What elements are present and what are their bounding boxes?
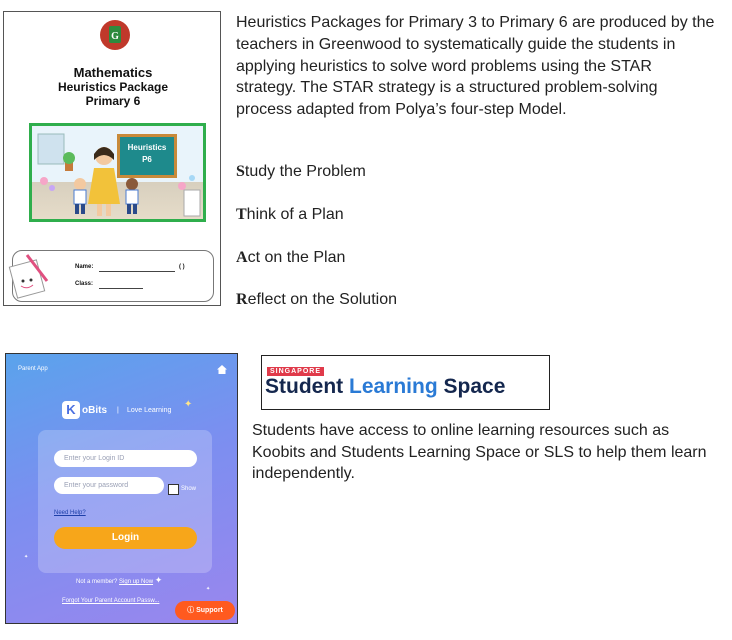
name-label: Name: bbox=[75, 264, 94, 270]
forgot-account-link[interactable]: Forgot Your Parent Account Passw... bbox=[62, 598, 160, 604]
star-decoration-icon: ✦ bbox=[24, 554, 29, 560]
koobits-logo bbox=[62, 401, 202, 421]
cover-level: Primary 6 bbox=[85, 94, 141, 108]
greenwood-logo bbox=[99, 17, 131, 53]
not-member-text: Not a member? bbox=[76, 579, 118, 585]
pencil-notepad-icon bbox=[7, 251, 57, 301]
board-line-1: Heuristics bbox=[127, 143, 167, 152]
app-header-label: Parent App bbox=[18, 366, 48, 372]
name-underline bbox=[99, 271, 175, 272]
online-resources-text: Students have access to online learning resources such as Koobits and Students Learning Space or SLS to help them learn independently. bbox=[252, 422, 707, 482]
sls-word-learning: Learning bbox=[349, 375, 438, 398]
brand-name: oBits bbox=[82, 405, 107, 416]
login-button[interactable]: Login bbox=[54, 527, 197, 549]
student-learning-space-logo bbox=[261, 355, 550, 410]
sparkle-icon: ✦ bbox=[184, 399, 193, 410]
sign-up-link[interactable]: Sign up Now bbox=[119, 579, 154, 585]
help-circle-icon: ⓘ bbox=[187, 607, 195, 614]
heuristics-description: Heuristics Packages for Primary 3 to Primary 6 are produced by the teachers in Greenwood to systematically guide the students in applying heuristics to solve word problems using the STAR strategy. The STAR strategy is a structured problem-solving process adapted from Polya’s four-step Model. bbox=[236, 14, 715, 119]
star-step-reflect bbox=[236, 291, 397, 309]
koobits-k-icon: K bbox=[62, 401, 80, 419]
star-initial: T bbox=[236, 206, 247, 223]
star-rest: ct on the Plan bbox=[247, 249, 346, 266]
need-help-link[interactable]: Need Help? bbox=[54, 510, 86, 516]
sls-word-student: Student bbox=[265, 375, 344, 398]
show-password-checkbox[interactable] bbox=[168, 484, 179, 495]
star-rest: eflect on the Solution bbox=[247, 291, 397, 308]
sls-word-space: Space bbox=[443, 375, 506, 398]
teacher-students-illustration bbox=[32, 126, 203, 219]
name-class-card bbox=[12, 250, 214, 302]
board-line-2: P6 bbox=[142, 155, 152, 164]
star-rest: tudy the Problem bbox=[244, 163, 366, 180]
sls-wordmark bbox=[265, 375, 505, 399]
brand-separator: | bbox=[117, 407, 119, 414]
brand-tagline: Love Learning bbox=[127, 407, 172, 414]
star-step-study bbox=[236, 163, 366, 181]
koobits-parent-app-screenshot bbox=[5, 353, 238, 624]
password-input[interactable]: Enter your password bbox=[54, 477, 164, 494]
cover-subtitle: Heuristics Package bbox=[57, 80, 169, 94]
login-id-input[interactable]: Enter your Login ID bbox=[54, 450, 197, 467]
support-label: Support bbox=[196, 607, 223, 614]
star-decoration-icon: ✦ bbox=[206, 586, 211, 592]
sls-singapore-tag: SINGAPORE bbox=[267, 367, 324, 376]
classroom-illustration bbox=[29, 123, 206, 222]
sparkle-icon: ✦ bbox=[154, 575, 163, 585]
heuristics-book-cover bbox=[3, 11, 221, 306]
signup-prompt bbox=[76, 575, 162, 586]
svg-text:G: G bbox=[111, 31, 119, 42]
cover-title: Mathematics bbox=[73, 65, 153, 80]
index-paren: ( ) bbox=[179, 264, 185, 270]
star-initial: A bbox=[236, 249, 248, 266]
class-label: Class: bbox=[75, 281, 94, 287]
class-underline bbox=[99, 288, 143, 289]
support-button[interactable] bbox=[175, 601, 235, 620]
star-rest: hink of a Plan bbox=[246, 206, 344, 223]
star-step-act bbox=[236, 249, 345, 267]
home-icon[interactable] bbox=[217, 365, 227, 374]
star-step-think bbox=[236, 206, 344, 224]
star-initial: S bbox=[236, 163, 245, 180]
show-label: Show bbox=[181, 486, 197, 492]
star-initial: R bbox=[236, 291, 248, 308]
